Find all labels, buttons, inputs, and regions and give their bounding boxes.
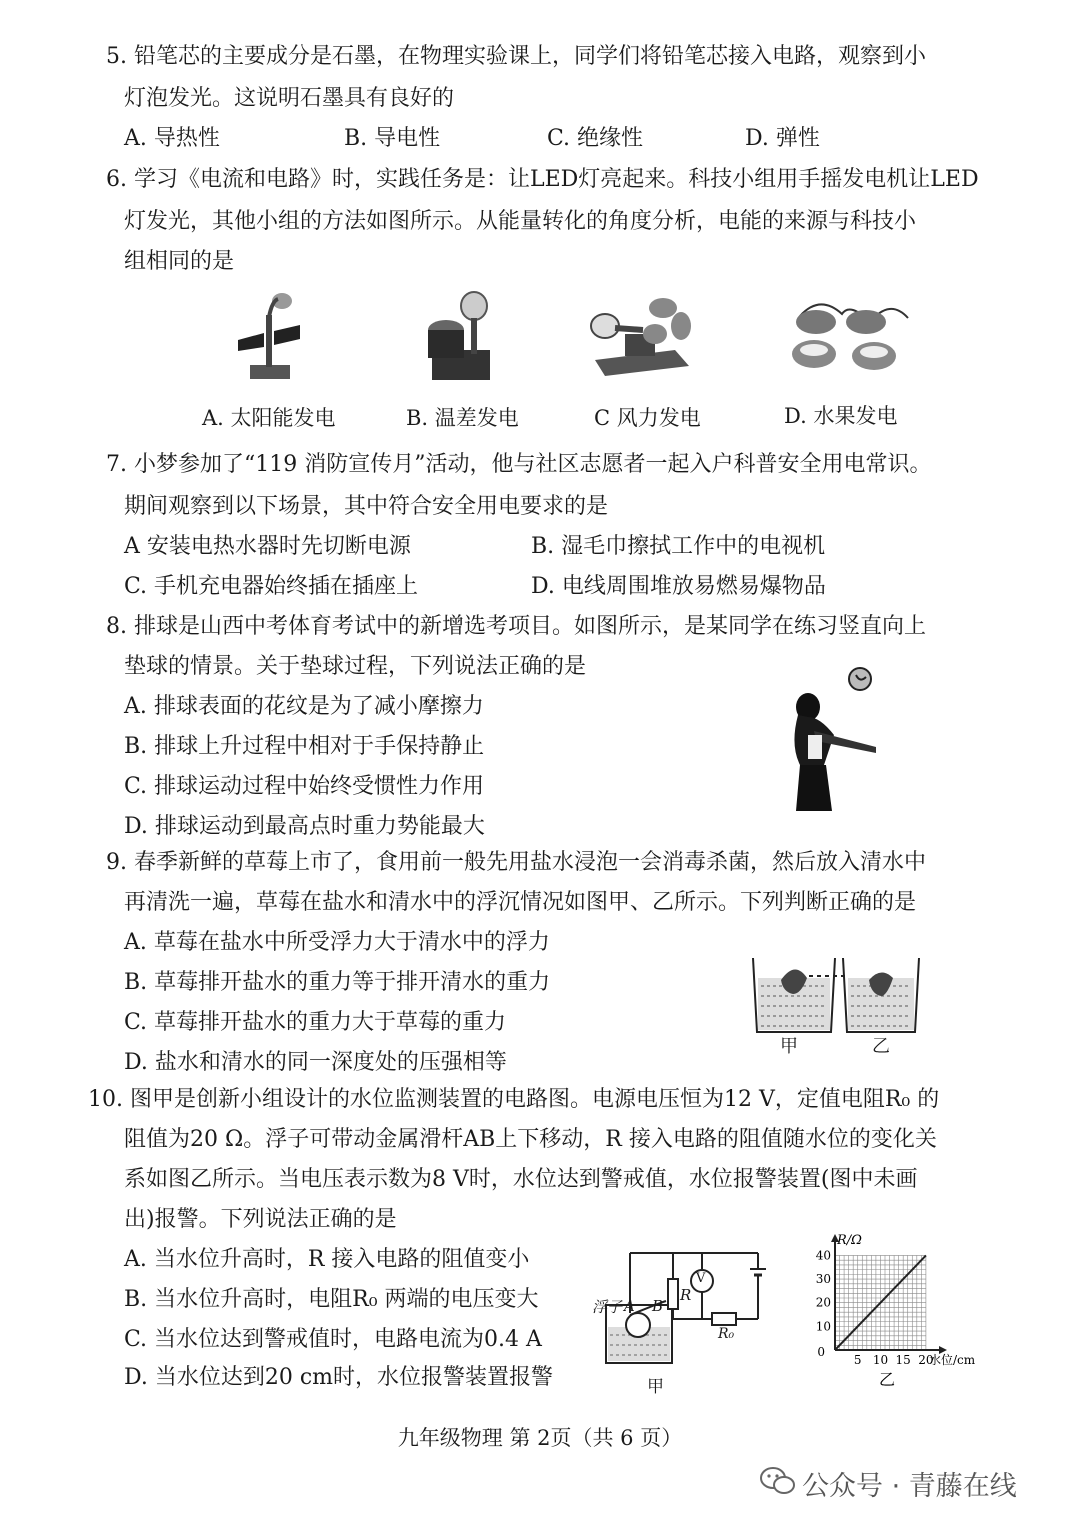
q10-option-a: A. 当水位升高时，R 接入电路的阻值变小 [124,1247,530,1272]
chart-x-tick-label: 15 [895,1353,911,1367]
q10-option-b: B. 当水位升高时，电阻R₀ 两端的电压变大 [124,1287,539,1312]
q5-option-a: A. 导热性 [124,126,220,151]
q8-option-c: C. 排球运动过程中始终受惯性力作用 [124,774,485,799]
q7-option-c: C. 手机充电器始终插在插座上 [124,574,419,599]
q7-stem-line1: 7. 小梦参加了“119 消防宣传月”活动，他与社区志愿者一起入户科普安全用电常识。 [106,452,932,477]
q7-option-a: A 安装电热水器时先切断电源 [124,534,411,559]
q6-option-d: D. 水果发电 [784,404,898,428]
q9-stem-line1: 9. 春季新鲜的草莓上市了，食用前一般先用盐水浸泡一会消毒杀菌，然后放入清水中 [106,850,926,875]
chart-y-tick-label: 40 [815,1248,831,1263]
chart-y-tick-label: 30 [815,1272,831,1287]
q7-option-b: B. 湿毛巾擦拭工作中的电视机 [531,534,826,559]
q9-option-b: B. 草莓排开盐水的重力等于排开清水的重力 [124,970,551,995]
q10-stem-line4: 出)报警。下列说法正确的是 [124,1207,397,1232]
circuit-label-b: B [652,1297,664,1315]
q9-stem-line2: 再清洗一遍，草莓在盐水和清水中的浮沉情况如图甲、乙所示。下列判断正确的是 [124,890,917,915]
q5-stem-line1: 5. 铅笔芯的主要成分是石墨，在物理实验课上，同学们将铅笔芯接入电路，观察到小 [106,44,926,69]
q6-stem-line3: 组相同的是 [124,249,235,274]
q9-option-d: D. 盐水和清水的同一深度处的压强相等 [124,1050,507,1075]
q5-option-c: C. 绝缘性 [547,126,644,151]
q10-stem-line1: 10. 图甲是创新小组设计的水位监测装置的电路图。电源电压恒为12 V，定值电阻R₀ 的 [88,1087,940,1112]
q10-option-d: D. 当水位达到20 cm时，水位报警装置报警 [124,1365,554,1390]
page-footer: 九年级物理 第 2页（共 6 页） [397,1426,683,1450]
q10-stem-line2: 阻值为20 Ω。浮子可带动金属滑杆AB上下移动，R 接入电路的阻值随水位的变化关 [124,1127,937,1152]
q10-stem-line3: 系如图乙所示。当电压表示数为8 V时，水位达到警戒值，水位报警装置(图中未画 [124,1167,918,1192]
q6-option-c: C 风力发电 [594,406,701,430]
circuit-label-r0: R₀ [718,1326,735,1342]
beakers-figure [745,948,925,1058]
circuit-caption: 甲 [647,1377,664,1397]
fruit-generator-image [780,292,920,376]
q8-stem-line1: 8. 排球是山西中考体育考试中的新增选考项目。如图所示，是某同学在练习竖直向上 [106,614,926,639]
q8-option-d: D. 排球运动到最高点时重力势能最大 [124,814,485,839]
resistance-water-level-chart [805,1232,990,1392]
q5-option-d: D. 弹性 [745,126,820,151]
wechat-icon [760,1466,796,1496]
watermark-text: 公众号 · 青藤在线 [802,1471,1017,1502]
q5-option-b: B. 导电性 [344,126,441,151]
q7-stem-line2: 期间观察到以下场景，其中符合安全用电要求的是 [124,494,609,519]
q6-option-a: A. 太阳能发电 [202,406,336,430]
chart-y-label: R/Ω [837,1233,862,1248]
q8-option-b: B. 排球上升过程中相对于手保持静止 [124,734,485,759]
thermoelectric-generator-image [418,288,498,388]
circuit-label-r: R [680,1286,692,1304]
q6-option-b: B. 温差发电 [406,406,519,430]
q5-stem-line2: 灯泡发光。这说明石墨具有良好的 [124,86,455,111]
q9-option-a: A. 草莓在盐水中所受浮力大于清水中的浮力 [124,930,550,955]
circuit-label-float: 浮子 [592,1298,623,1316]
volleyball-player-image [780,665,890,815]
chart-x-tick-label: 20 [918,1353,934,1367]
circuit-diagram [590,1245,770,1395]
circuit-label-v: V [696,1271,706,1286]
solar-generator-image [230,285,310,385]
beaker-label-yi: 乙 [872,1036,890,1057]
q6-stem-line2: 灯发光，其他小组的方法如图所示。从能量转化的角度分析，电能的来源与科技小 [124,209,917,234]
q8-stem-line2: 垫球的情景。关于垫球过程，下列说法正确的是 [124,654,587,679]
q9-option-c: C. 草莓排开盐水的重力大于草莓的重力 [124,1010,507,1035]
chart-x-tick-label: 10 [872,1353,889,1367]
q6-stem-line1: 6. 学习《电流和电路》时，实践任务是：让LED灯亮起来。科技小组用手摇发电机让LED [106,167,979,192]
q10-option-c: C. 当水位达到警戒值时，电路电流为0.4 A [124,1327,542,1352]
q8-option-a: A. 排球表面的花纹是为了减小摩擦力 [124,694,484,719]
beaker-label-jia: 甲 [780,1036,798,1057]
chart-y-tick-label: 10 [815,1319,831,1334]
chart-origin-label: 0 [817,1345,825,1359]
chart-caption: 乙 [878,1370,896,1389]
circuit-label-a: A [624,1297,635,1315]
chart-x-tick-label: 5 [853,1353,862,1367]
wind-generator-image [585,290,695,380]
chart-x-label: 水位/cm [929,1353,976,1367]
chart-y-tick-label: 20 [815,1295,831,1310]
q7-option-d: D. 电线周围堆放易燃易爆物品 [531,574,826,599]
